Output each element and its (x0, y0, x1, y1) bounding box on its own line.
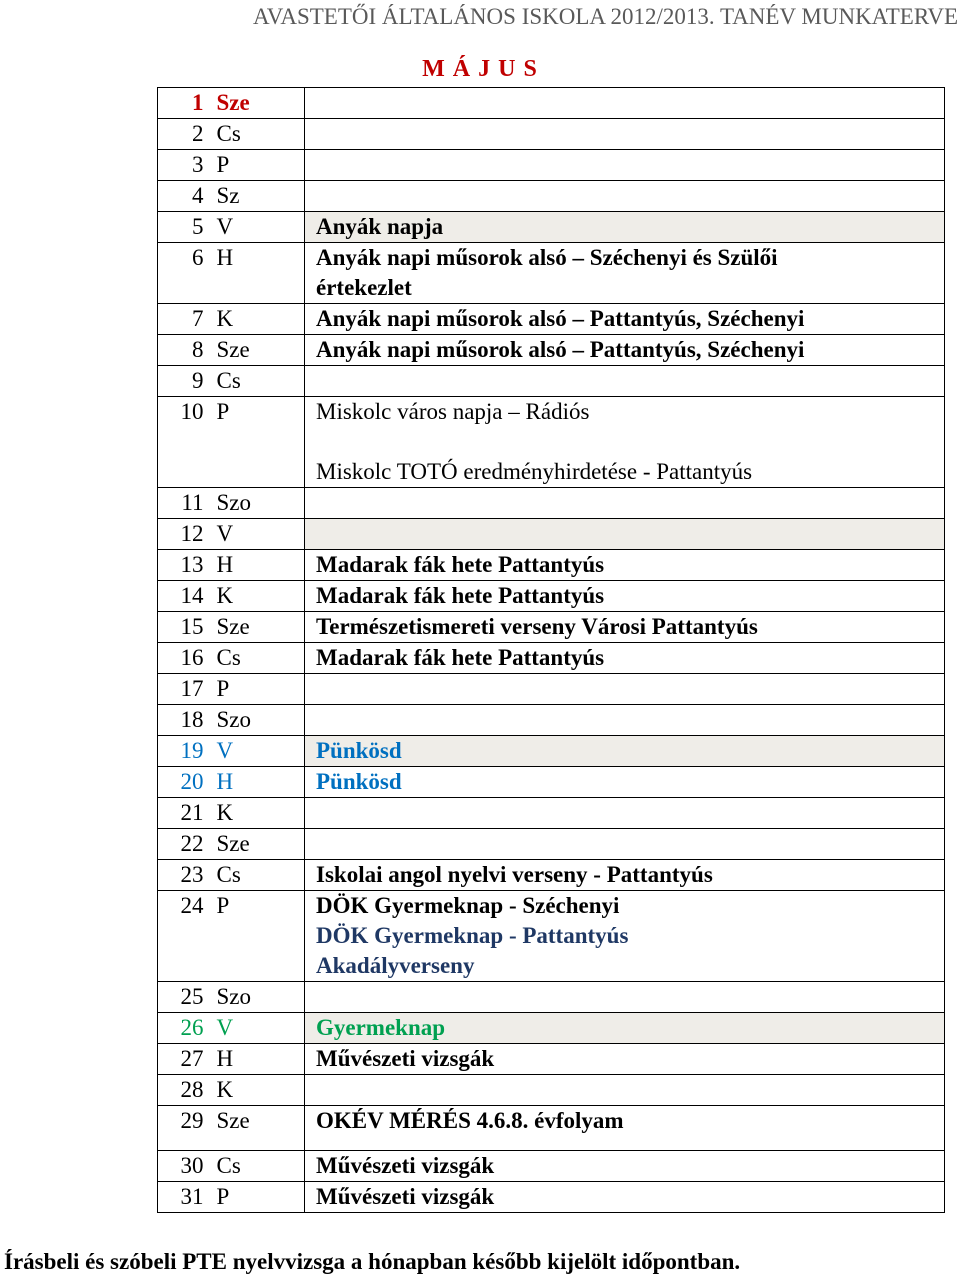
event-text: Madarak fák hete Pattantyús (316, 645, 605, 670)
day-number: 20 (158, 767, 208, 798)
weekday: V (208, 1013, 305, 1044)
event-text (316, 150, 944, 180)
event-text (316, 982, 944, 1012)
calendar-row (158, 767, 945, 798)
event-text (316, 519, 944, 549)
weekday: P (208, 891, 305, 982)
event-cell (305, 736, 945, 767)
weekday: P (208, 397, 305, 488)
event-text: Művészeti vizsgák (316, 1046, 495, 1071)
event-cell (305, 150, 945, 181)
day-number: 12 (158, 519, 208, 550)
calendar-row (158, 798, 945, 829)
calendar-row (158, 1013, 945, 1044)
event-text: Anyák napja (316, 214, 444, 239)
event-text (316, 88, 944, 118)
month-title: M Á J U S (422, 56, 538, 82)
day-number: 6 (158, 243, 208, 304)
event-cell (305, 798, 945, 829)
event-cell (305, 1044, 945, 1075)
weekday: Sze (208, 829, 305, 860)
event-cell (305, 397, 945, 488)
weekday: P (208, 674, 305, 705)
calendar-row (158, 829, 945, 860)
event-text (316, 427, 944, 457)
day-number: 9 (158, 366, 208, 397)
event-cell (305, 767, 945, 798)
weekday: P (208, 1182, 305, 1213)
weekday: Sze (208, 88, 305, 119)
event-cell (305, 1151, 945, 1182)
day-number: 24 (158, 891, 208, 982)
event-text (316, 705, 944, 735)
calendar-row (158, 212, 945, 243)
weekday: K (208, 304, 305, 335)
day-number: 16 (158, 643, 208, 674)
event-cell (305, 212, 945, 243)
event-cell (305, 1075, 945, 1106)
calendar-table (157, 87, 945, 1213)
calendar-row (158, 1182, 945, 1213)
calendar-row (158, 982, 945, 1013)
calendar-row (158, 1151, 945, 1182)
calendar-row (158, 304, 945, 335)
calendar-row (158, 243, 945, 304)
day-number: 31 (158, 1182, 208, 1213)
day-number: 15 (158, 612, 208, 643)
weekday: Sze (208, 612, 305, 643)
day-number: 17 (158, 674, 208, 705)
weekday: Cs (208, 119, 305, 150)
footer-note: Írásbeli és szóbeli PTE nyelvvizsga a hónapban később kijelölt időpontban. (4, 1249, 741, 1274)
event-text (316, 119, 944, 149)
event-cell (305, 519, 945, 550)
calendar-row (158, 736, 945, 767)
event-cell (305, 243, 945, 304)
calendar-row (158, 1075, 945, 1106)
weekday: K (208, 798, 305, 829)
event-text: OKÉV MÉRÉS 4.6.8. évfolyam (316, 1108, 624, 1133)
day-number: 4 (158, 181, 208, 212)
day-number: 7 (158, 304, 208, 335)
calendar-row (158, 891, 945, 982)
event-cell (305, 612, 945, 643)
day-number: 2 (158, 119, 208, 150)
day-number: 21 (158, 798, 208, 829)
event-text: Természetismereti verseny Városi Pattantyús (316, 614, 758, 639)
calendar-row (158, 488, 945, 519)
weekday: H (208, 1044, 305, 1075)
event-text (316, 366, 944, 396)
event-text (316, 829, 944, 859)
calendar-row (158, 643, 945, 674)
weekday: Cs (208, 1151, 305, 1182)
day-number: 25 (158, 982, 208, 1013)
weekday: Cs (208, 643, 305, 674)
calendar-row (158, 705, 945, 736)
event-text: Gyermeknap (316, 1015, 446, 1040)
day-number: 27 (158, 1044, 208, 1075)
event-cell (305, 581, 945, 612)
event-text (316, 1075, 944, 1105)
calendar-row (158, 397, 945, 488)
calendar-row (158, 1106, 945, 1151)
event-cell (305, 335, 945, 366)
event-text: DÖK Gyermeknap - Pattantyús (316, 923, 629, 948)
weekday: V (208, 212, 305, 243)
event-cell (305, 891, 945, 982)
weekday: P (208, 150, 305, 181)
event-text: Pünkösd (316, 738, 402, 763)
event-cell (305, 1106, 945, 1151)
event-cell (305, 1182, 945, 1213)
event-cell (305, 982, 945, 1013)
event-text: Iskolai angol nyelvi verseny - Pattantyús (316, 862, 713, 887)
day-number: 1 (158, 88, 208, 119)
weekday: Sze (208, 1106, 305, 1151)
event-text: Művészeti vizsgák (316, 1153, 495, 1178)
day-number: 13 (158, 550, 208, 581)
calendar-row (158, 150, 945, 181)
day-number: 11 (158, 488, 208, 519)
event-text (316, 798, 944, 828)
weekday: Szo (208, 982, 305, 1013)
weekday: Szo (208, 488, 305, 519)
calendar-row (158, 119, 945, 150)
event-text: Anyák napi műsorok alsó – Széchenyi és Szülői (316, 245, 778, 270)
calendar-row (158, 581, 945, 612)
day-number: 8 (158, 335, 208, 366)
calendar-row (158, 612, 945, 643)
event-text: Anyák napi műsorok alsó – Pattantyús, Széchenyi (316, 337, 805, 362)
event-text: Akadályverseny (316, 953, 475, 978)
event-cell (305, 860, 945, 891)
event-text: Miskolc TOTÓ eredményhirdetése - Pattantyús (316, 459, 753, 484)
calendar-row (158, 366, 945, 397)
event-text: Anyák napi műsorok alsó – Pattantyús, Széchenyi (316, 306, 805, 331)
event-text: Pünkösd (316, 769, 402, 794)
day-number: 29 (158, 1106, 208, 1151)
event-cell (305, 829, 945, 860)
event-cell (305, 88, 945, 119)
weekday: K (208, 1075, 305, 1106)
event-cell (305, 488, 945, 519)
day-number: 19 (158, 736, 208, 767)
event-text: Madarak fák hete Pattantyús (316, 552, 605, 577)
calendar-row (158, 1044, 945, 1075)
weekday: Sz (208, 181, 305, 212)
event-cell (305, 119, 945, 150)
day-number: 28 (158, 1075, 208, 1106)
day-number: 10 (158, 397, 208, 488)
event-cell (305, 366, 945, 397)
calendar-row (158, 335, 945, 366)
event-text (316, 488, 944, 518)
day-number: 14 (158, 581, 208, 612)
day-number: 5 (158, 212, 208, 243)
weekday: Cs (208, 366, 305, 397)
calendar-row (158, 519, 945, 550)
event-cell (305, 643, 945, 674)
day-number: 26 (158, 1013, 208, 1044)
calendar-row (158, 674, 945, 705)
calendar-row (158, 550, 945, 581)
day-number: 3 (158, 150, 208, 181)
calendar-row (158, 181, 945, 212)
event-cell (305, 705, 945, 736)
event-text: DÖK Gyermeknap - Széchenyi (316, 893, 620, 918)
event-text (316, 674, 944, 704)
event-text: Miskolc város napja – Rádiós (316, 399, 590, 424)
event-cell (305, 1013, 945, 1044)
event-text: értekezlet (316, 275, 412, 300)
weekday: V (208, 519, 305, 550)
day-number: 22 (158, 829, 208, 860)
weekday: H (208, 767, 305, 798)
event-cell (305, 550, 945, 581)
event-cell (305, 304, 945, 335)
weekday: H (208, 243, 305, 304)
event-text: Művészeti vizsgák (316, 1184, 495, 1209)
weekday: Szo (208, 705, 305, 736)
document-header: AVASTETŐI ÁLTALÁNOS ISKOLA 2012/2013. TANÉV MUNKATERVE (253, 4, 958, 29)
weekday: K (208, 581, 305, 612)
calendar-row (158, 860, 945, 891)
day-number: 18 (158, 705, 208, 736)
weekday: Sze (208, 335, 305, 366)
weekday: Cs (208, 860, 305, 891)
weekday: H (208, 550, 305, 581)
event-text: Madarak fák hete Pattantyús (316, 583, 605, 608)
day-number: 30 (158, 1151, 208, 1182)
event-cell (305, 674, 945, 705)
weekday: V (208, 736, 305, 767)
day-number: 23 (158, 860, 208, 891)
event-cell (305, 181, 945, 212)
calendar-row (158, 88, 945, 119)
event-text (316, 181, 944, 211)
